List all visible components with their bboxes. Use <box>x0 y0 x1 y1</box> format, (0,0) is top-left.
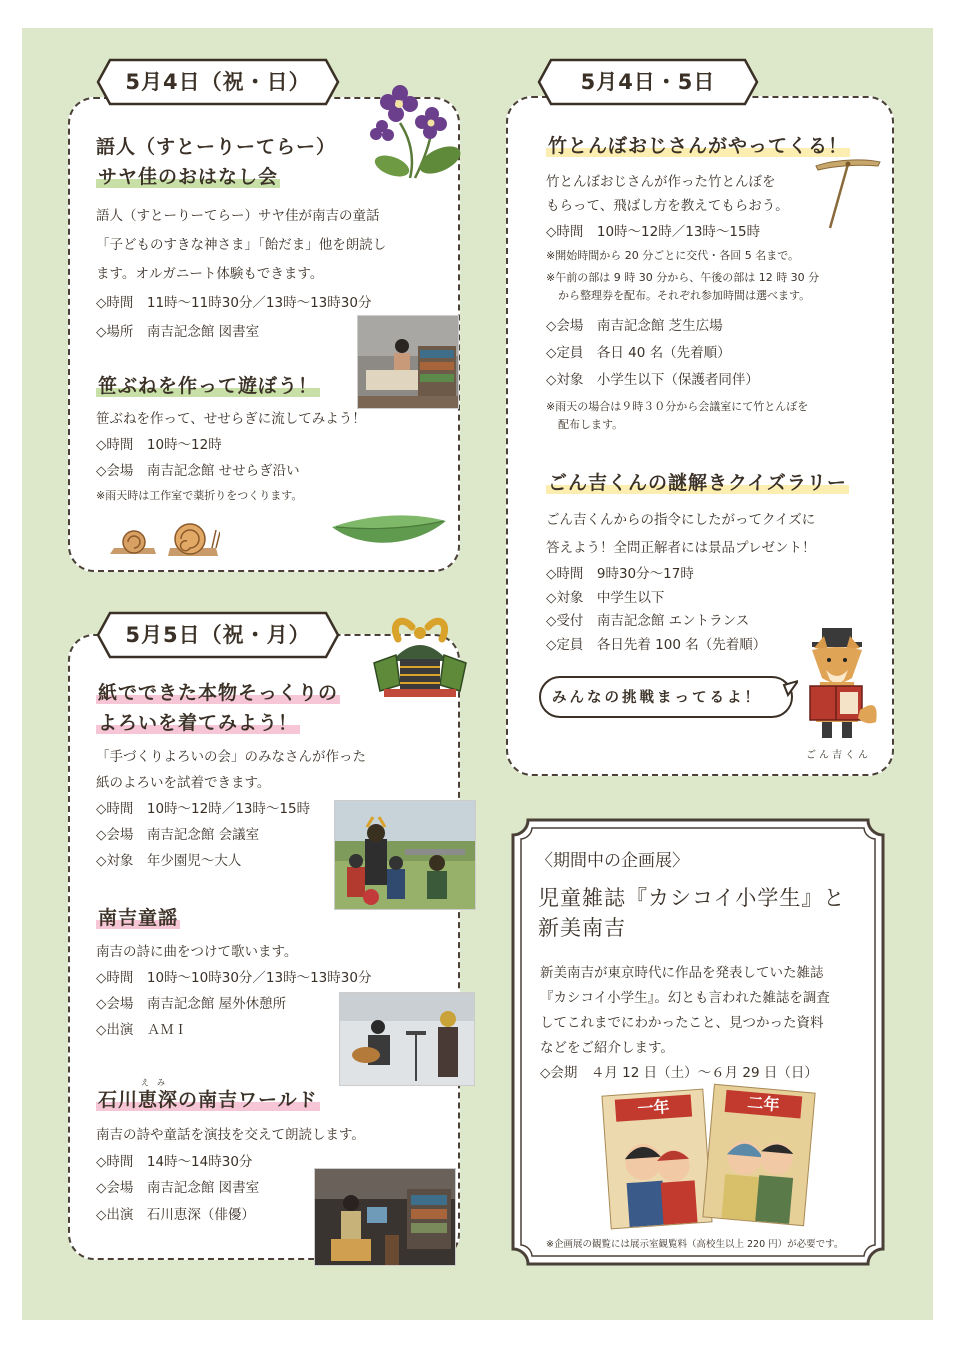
title-line: サヤ佳のおはなし会 <box>98 166 279 188</box>
may4-event2-note: ※雨天時は工作室で薬折りをつくります。 <box>96 489 303 502</box>
desc-line: 「手づくりよろいの会」のみなさんが作った <box>96 749 366 765</box>
ruby-reading: え み <box>141 1078 165 1087</box>
title-line: 竹とんぼおじさんがやってくる！ <box>548 135 849 157</box>
may45-event1-info <box>546 313 759 394</box>
may4-tab <box>96 58 340 106</box>
period-info: ◇会期 ４月 12 日（土）～６月 29 日（日） <box>540 1065 818 1081</box>
time-info: ◇時間 11時～11時30分／13時～13時30分 <box>96 295 372 311</box>
cover-art <box>703 1113 812 1225</box>
may45-event2-info <box>546 563 766 657</box>
may45-event1-time: ◇時間 10時～12時／13時～15時 <box>546 224 761 240</box>
desc-line: などをご紹介します。 <box>540 1040 674 1056</box>
title-line: よろいを着てみよう！ <box>98 712 299 734</box>
magazine-cover-grade1 <box>601 1089 712 1230</box>
title-line: 紙でできた本物そっくりの <box>98 682 339 704</box>
speech-bubble-text: みんなの挑戦まってるよ！ <box>552 690 762 706</box>
desc-line: 『カシコイ小学生』。幻とも言われた雑誌を調査 <box>540 990 830 1006</box>
note-line: ※開始時間から 20 分ごとに交代・各回 5 名まで。 <box>546 249 799 262</box>
cover-title: 一年 <box>615 1095 692 1122</box>
desc-line: ます。オルガニート体験もできます。 <box>96 266 324 282</box>
cover-art <box>604 1118 711 1229</box>
may5-event1-desc <box>96 744 366 874</box>
place-info: ◇会場 南吉記念館 会議室 <box>96 827 260 843</box>
samurai-helmet-illustration <box>370 613 470 703</box>
performer-info: ◇出演 石川恵深（俳優） <box>96 1206 255 1223</box>
time-info: ◇時間 9時30分～17時 <box>546 566 694 582</box>
title-line: 南吉童謡 <box>98 907 179 929</box>
place-info: ◇会場 南吉記念館 図書室 <box>96 1180 260 1196</box>
reception-info: ◇受付 南吉記念館 エントランス <box>546 613 750 629</box>
exhibit-title <box>538 883 845 943</box>
desc-line: もらって、飛ばし方を教えてもらおう。 <box>546 198 789 214</box>
desc-line: 「子どものすきな神さま」「飴だま」他を朗読し <box>96 237 387 253</box>
snail-illustration <box>108 522 220 560</box>
desc-line: 紙のよろいを試着できます。 <box>96 775 271 791</box>
title-line: 新美南吉 <box>538 916 626 940</box>
place-info: ◇会場 南吉記念館 芝生広場 <box>546 318 723 334</box>
may45-tab <box>537 58 759 106</box>
note-line: から整理券を配布。それぞれ参加時間は選べます。 <box>558 289 811 302</box>
may4-event2-title <box>96 371 320 401</box>
may4-tab-label: 5月4日（祝・日） <box>125 70 311 94</box>
may45-event1-desc <box>546 170 789 218</box>
exhibit-fee-note: ※企画展の観覧には展示室観覧料（高校生以上 220 円）が必要です。 <box>546 1239 844 1250</box>
gonkichi-fox-character <box>796 626 882 744</box>
may5-event1-title <box>96 678 340 738</box>
time-info: ◇時間 14時～14時30分 <box>96 1153 253 1170</box>
may45-event2-desc <box>546 506 815 562</box>
may45-event1-title <box>546 131 850 161</box>
note-line: ※午前の部は 9 時 30 分から、午後の部は 12 時 30 分 <box>546 271 820 284</box>
cover-title: 二年 <box>725 1090 803 1119</box>
desc-line: 南吉の詩や童話を演技を交えて朗読します。 <box>96 1127 365 1143</box>
exhibit-label: 〈期間中の企画展〉 <box>536 851 689 871</box>
title-line: 児童雑誌『カシコイ小学生』と <box>538 886 846 910</box>
violet-flower-illustration <box>370 78 465 183</box>
target-info: ◇対象 中学生以下 <box>546 589 665 606</box>
desc-line: ごん吉くんからの指令にしたがってクイズに <box>546 512 816 528</box>
title-line: 語人（すとーりーてらー） <box>96 136 337 158</box>
time-info: ◇時間 10時～12時／13時～15時 <box>96 801 311 817</box>
paper-armor-photo <box>334 800 476 910</box>
time-info: ◇時間 10時～10時30分／13時～13時30分 <box>96 970 372 986</box>
title-line: 笹ぶねを作って遊ぼう！ <box>98 375 319 397</box>
time-info: ◇時間 10時～12時 <box>96 437 222 453</box>
may5-event2-desc <box>96 939 371 1043</box>
title-line: ごん吉くんの謎解きクイズラリー <box>548 472 847 494</box>
may4-event2-desc <box>96 406 366 484</box>
may45-event1-rain-note <box>546 398 808 434</box>
may5-event3-title <box>96 1085 320 1115</box>
place-info: ◇会場 南吉記念館 せせらぎ沿い <box>96 463 300 479</box>
bamboo-dragonfly-illustration <box>812 152 884 232</box>
may5-tab <box>96 611 340 659</box>
may5-event2-title <box>96 903 180 933</box>
desc-line: 新美南吉が東京時代に作品を発表していた雑誌 <box>540 965 824 981</box>
desc-line: 南吉の詩に曲をつけて歌います。 <box>96 944 298 960</box>
reading-performance-photo <box>314 1168 456 1266</box>
may45-event1-notes <box>546 247 819 305</box>
may45-event2-title <box>546 468 849 498</box>
desc-line: 語人（すとーりーてらー）サヤ佳が南吉の童話 <box>96 208 380 224</box>
target-info: ◇対象 小学生以下（保護者同伴） <box>546 372 759 388</box>
may4-event1-title <box>96 132 336 192</box>
target-info: ◇対象 年少園児～大人 <box>96 853 242 869</box>
character-name: ごん吉くん <box>806 750 871 761</box>
exhibit-desc <box>540 961 830 1086</box>
note-line: ※雨天の場合は９時３０分から会議室にて竹とんぼを <box>546 400 809 413</box>
may4-event1-desc <box>96 202 386 347</box>
desc-line: 竹とんぼおじさんが作った竹とんぼを <box>546 174 776 190</box>
desc-line: 答えよう！全問正解者には景品プレゼント！ <box>546 540 816 556</box>
storyteller-photo <box>357 315 459 409</box>
capacity-info: ◇定員 各日先着 100 名（先着順） <box>546 636 767 653</box>
place-info: ◇場所 南吉記念館 図書室 <box>96 324 260 340</box>
title-line: 石川恵深の南吉ワールド <box>98 1089 318 1111</box>
may5-tab-label: 5月5日（祝・月） <box>125 623 311 647</box>
place-info: ◇会場 南吉記念館 屋外休憩所 <box>96 996 287 1012</box>
note-line: 配布します。 <box>558 418 624 431</box>
bamboo-leaf-boat-illustration <box>328 505 450 553</box>
song-performance-photo <box>339 992 475 1086</box>
desc-line: してこれまでにわかったこと、見つかった資料 <box>540 1015 824 1031</box>
may45-tab-label: 5月4日・5日 <box>580 70 716 94</box>
capacity-info: ◇定員 各日 40 名（先着順） <box>546 345 731 361</box>
desc-line: 笹ぶねを作って、せせらぎに流してみよう！ <box>96 411 366 427</box>
magazine-cover-grade2 <box>702 1084 815 1226</box>
performer-info: ◇出演 ＡＭＩ <box>96 1022 188 1038</box>
